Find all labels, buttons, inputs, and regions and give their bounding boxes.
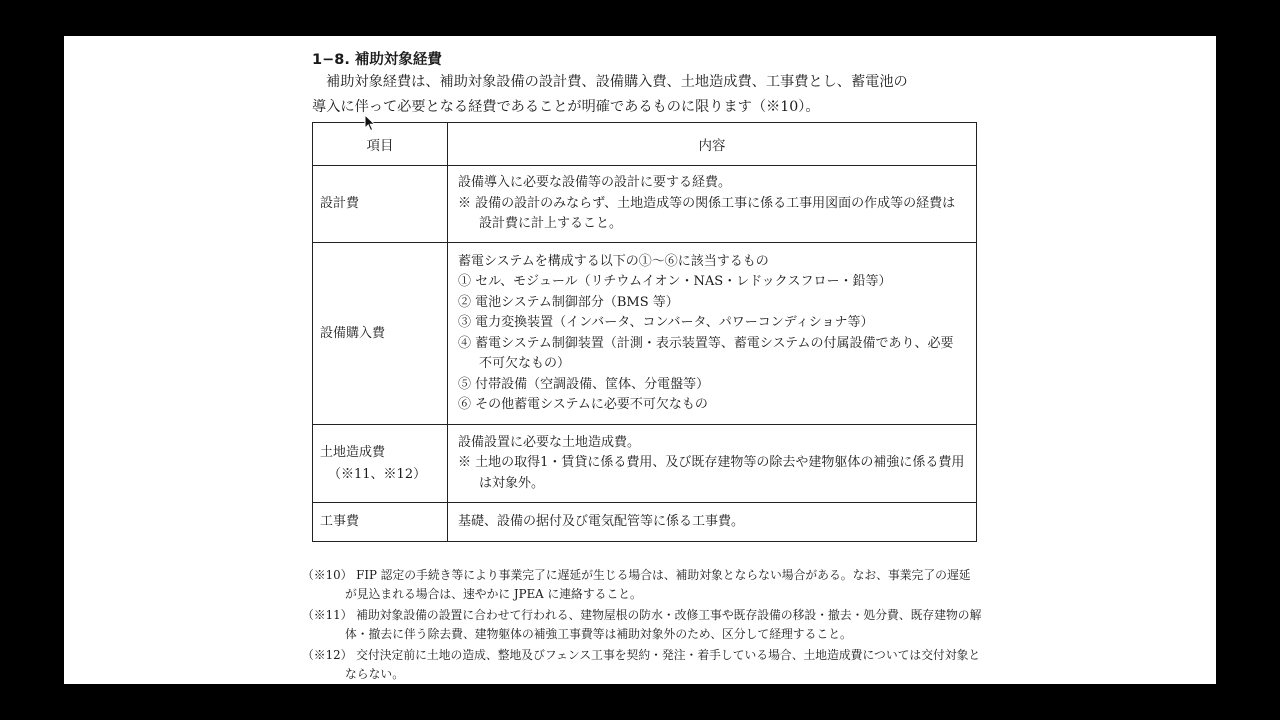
item-label: 工事費 (320, 514, 360, 529)
row-content (448, 243, 977, 425)
row-content (448, 503, 977, 542)
row-content (448, 425, 977, 503)
intro-line-1: 補助対象経費は、補助対象設備の設計費、設備購入費、土地造成費、工事費とし、蓄電池の (326, 74, 908, 90)
row-item-label (313, 243, 448, 425)
header-item: 項目 (313, 123, 448, 166)
table-row-design-cost (313, 166, 977, 243)
mouse-pointer-icon (364, 114, 376, 132)
footnote: （※11） 補助対象設備の設置に合わせて行われる、建物屋根の防水・改修工事や既存設備の移設・撤去・処分費、既存建物の解体・撤去に伴う除去費、建物躯体の補強工事費等は補助対象外のため、区分して経理すること。 (302, 608, 982, 641)
row-item-label (313, 166, 448, 243)
shared-document-page (64, 36, 1216, 684)
content-note: ※ 土地の取得1・賃貸に係る費用、及び既存建物等の除去や建物躯体の補強に係る費用は対象外。 (458, 455, 965, 491)
header-content: 内容 (448, 123, 977, 166)
content-list-item: ③ 電力変換装置（インバータ、コンバータ、パワーコンディショナ等） (458, 315, 874, 330)
row-content (448, 166, 977, 243)
row-item-label (313, 503, 448, 542)
content-note: ※ 設備の設計のみならず、土地造成等の関係工事に係る工事用図面の作成等の経費は設計費に計上すること。 (458, 195, 956, 232)
row-item-label (313, 425, 448, 503)
table-header-row (313, 123, 977, 166)
content-list-item: ① セル、モジュール（リチウムイオン・NAS・レドックスフロー・鉛等） (458, 274, 892, 289)
footnote: （※12） 交付決定前に土地の造成、整地及びフェンス工事を契約・発注・着手している場合、土地造成費については交付対象とならない。 (302, 648, 981, 681)
item-label: 設計費 (320, 196, 360, 211)
content-line: 設備導入に必要な設備等の設計に要する経費。 (458, 175, 732, 191)
table-row-construction-cost (313, 503, 977, 542)
item-label: 設備購入費 (320, 325, 386, 341)
footnotes (302, 566, 982, 684)
content-line: 蓄電システムを構成する以下の①〜⑥に該当するもの (458, 253, 769, 269)
intro-line-2: 導入に伴って必要となる経費であることが明確であるものに限ります（※10）。 (312, 99, 820, 115)
content-list-item: ④ 蓄電システム制御装置（計測・表示装置等、蓄電システムの付属設備であり、必要不可欠なもの） (458, 335, 954, 371)
section-heading: 1−8. 補助対象経費 (312, 52, 442, 68)
content-list-item: ② 電池システム制御部分（BMS 等） (458, 294, 679, 310)
content-line: 基礎、設備の据付及び電気配管等に係る工事費。 (458, 513, 745, 529)
table-row-land-cost (313, 425, 977, 503)
table-row-equipment-cost (313, 243, 977, 425)
intro-paragraph (312, 70, 972, 120)
content-list-item: ⑤ 付帯設備（空調設備、筐体、分電盤等） (458, 376, 710, 392)
content-list-item: ⑥ その他蓄電システムに必要不可欠なもの (458, 397, 708, 412)
content-line: 設備設置に必要な土地造成費。 (458, 434, 641, 450)
item-label: 土地造成費 (320, 444, 386, 460)
subsidy-cost-table (312, 122, 977, 542)
zoom-watermark: zoom (1096, 643, 1200, 684)
footnote: （※10） FIP 認定の手続き等により事業完了に遅延が生じる場合は、補助対象とならない場合がある。なお、事業完了の遅延が見込まれる場合は、速やかに JPEA に連絡すること。 (302, 568, 971, 601)
item-footnote-ref: （※11、※12） (328, 466, 427, 482)
